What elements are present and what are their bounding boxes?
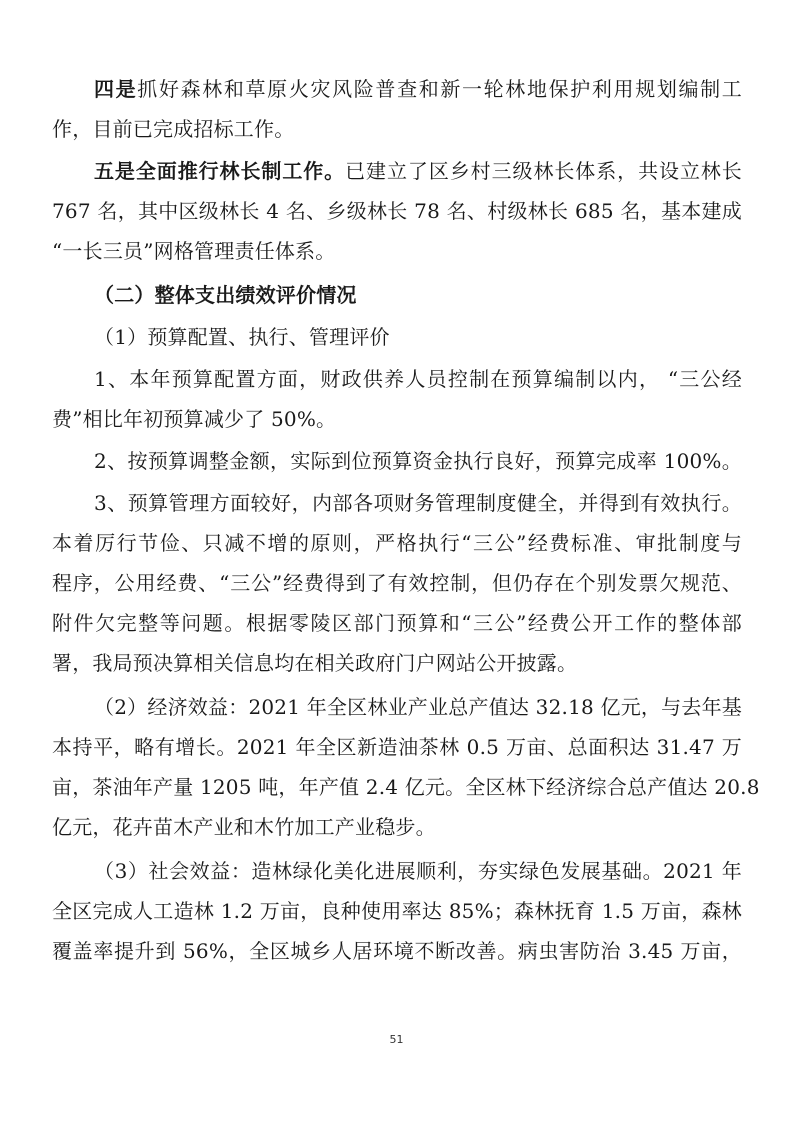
item1-line2: 费”相比年初预算减少了 50%。 — [52, 407, 337, 431]
para1-line1-text: 抓好森林和草原火灾风险普查和新一轮林地保护利用规划编制工 — [137, 77, 742, 101]
para2-lead: 五是全面推行林长制工作。 — [94, 159, 346, 183]
para2-line3: “一长三员”网格管理责任体系。 — [52, 239, 336, 263]
item2-line1: 2、按预算调整金额，实际到位预算资金执行良好，预算完成率 100%。 — [94, 449, 742, 473]
para2-line1 — [52, 154, 742, 188]
item3-line2: 本着厉行节俭、只减不增的原则，严格执行“三公”经费标准、审批制度与 — [52, 531, 742, 555]
page-number: 51 — [389, 1033, 404, 1046]
item3-line4: 附件欠完整等问题。根据零陵区部门预算和“三公”经费公开工作的整体部 — [52, 611, 742, 635]
para1-line2: 作，目前已完成招标工作。 — [52, 117, 295, 141]
subsection-3-line3: 覆盖率提升到 56%，全区城乡人居环境不断改善。病虫害防治 3.45 万亩， — [52, 939, 742, 963]
subsection-3-line2: 全区完成人工造林 1.2 万亩，良种使用率达 85%；森林抚育 1.5 万亩，森林 — [52, 899, 742, 923]
item1-line1: 1、本年预算配置方面，财政供养人员控制在预算编制以内， “三公经 — [94, 367, 742, 391]
subsection-2-line1: （2）经济效益：2021 年全区林业产业总产值达 32.18 亿元，与去年基 — [94, 695, 742, 719]
subsection-1-title: （1）预算配置、执行、管理评价 — [94, 325, 390, 349]
subsection-2-line2: 本持平，略有增长。2021 年全区新造油茶林 0.5 万亩、总面积达 31.47 万 — [52, 735, 742, 759]
para1-line1 — [52, 72, 742, 106]
subsection-2-line3: 亩，茶油年产量 1205 吨，年产值 2.4 亿元。全区林下经济综合总产值达 20.8 — [52, 775, 760, 799]
para1-lead: 四是 — [94, 77, 138, 101]
subsection-3-line1: （3）社会效益：造林绿化美化进展顺利，夯实绿色发展基础。2021 年 — [94, 859, 742, 883]
section-heading: （二）整体支出绩效评价情况 — [94, 283, 357, 307]
subsection-2-line4: 亿元，花卉苗木产业和木竹加工产业稳步。 — [52, 815, 436, 839]
item3-line5: 署，我局预决算相关信息均在相关政府门户网站公开披露。 — [52, 651, 578, 675]
para2-line1-text: 已建立了区乡村三级林长体系，共设立林长 — [345, 159, 742, 183]
para2-line2: 767 名，其中区级林长 4 名、乡级林长 78 名、村级林长 685 名，基本建成 — [52, 199, 742, 223]
item3-line3: 程序，公用经费、“三公”经费得到了有效控制，但仍存在个别发票欠规范、 — [52, 571, 742, 595]
item3-line1: 3、预算管理方面较好，内部各项财务管理制度健全，并得到有效执行。 — [94, 491, 742, 515]
